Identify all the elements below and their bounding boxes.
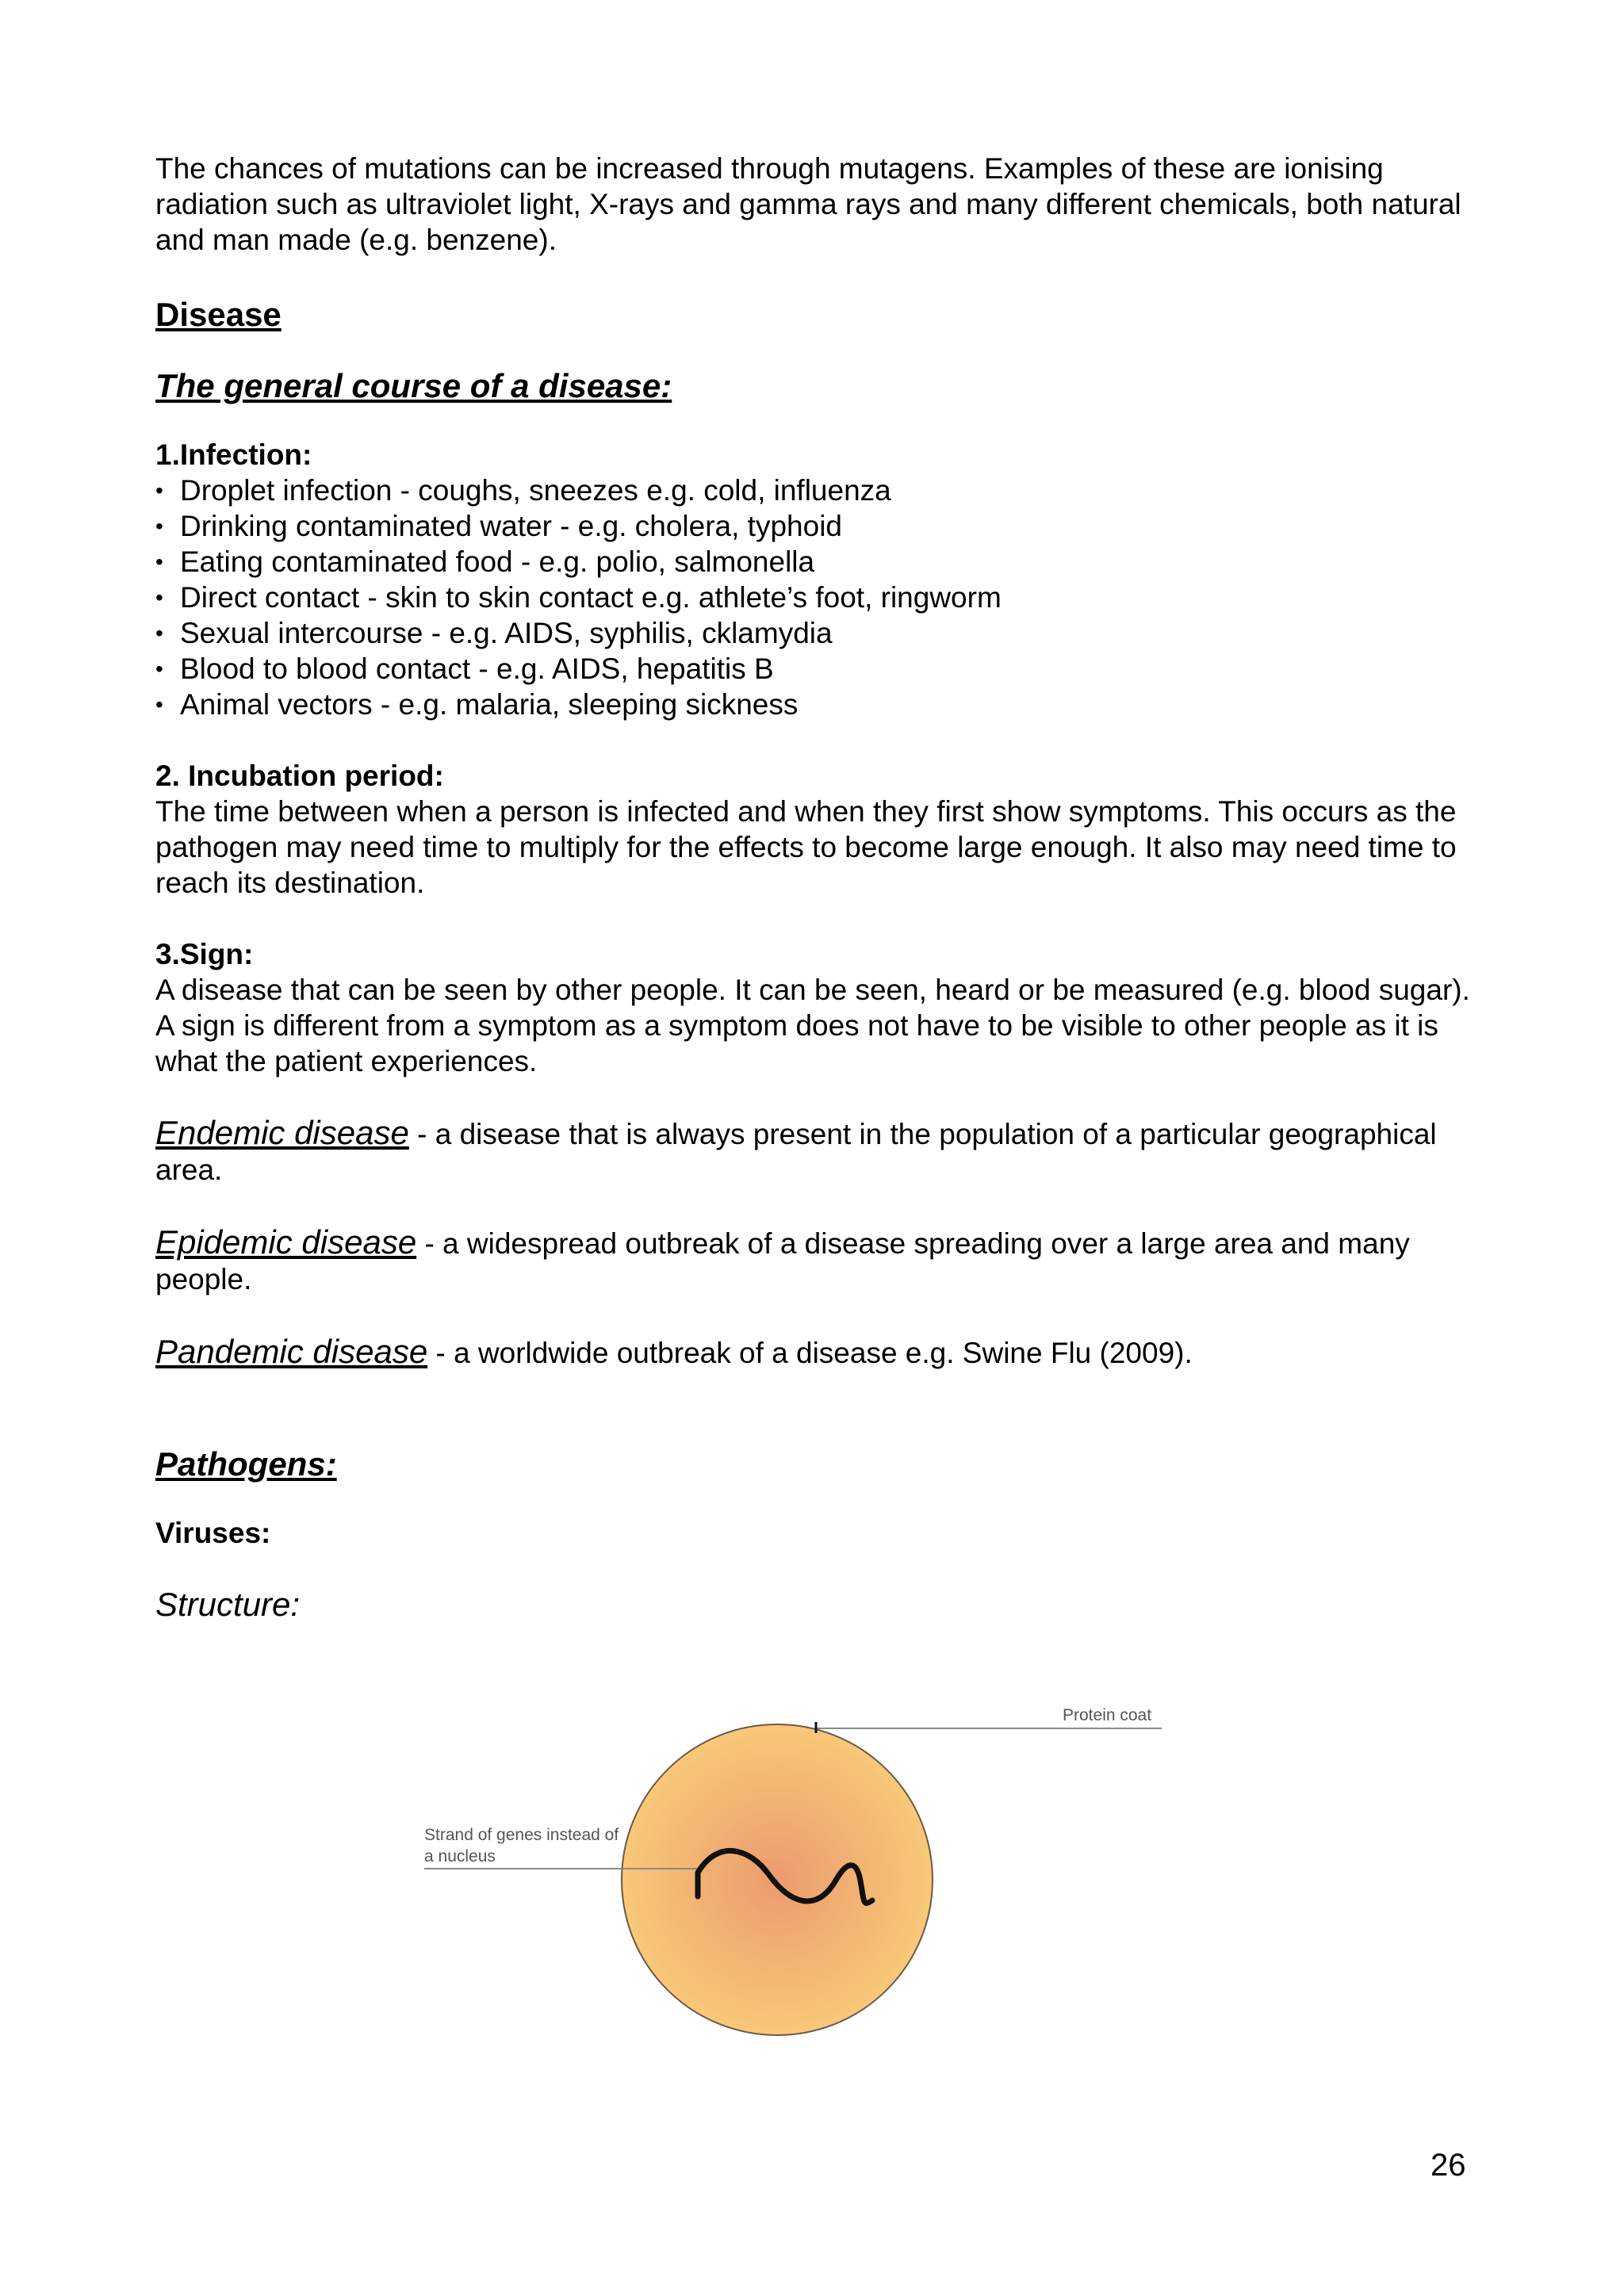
epidemic-definition: [155, 1224, 1488, 1297]
viruses-heading: Viruses:: [155, 1517, 271, 1549]
endemic-definition: [155, 1115, 1488, 1188]
pandemic-term: Pandemic disease: [155, 1333, 428, 1370]
epidemic-term: Epidemic disease: [155, 1223, 417, 1261]
section-title-disease: Disease: [155, 296, 282, 333]
list-item: • Blood to blood contact - e.g. AIDS, hepatitis B: [155, 651, 1488, 687]
list-item: • Eating contaminated food - e.g. polio, salmonella: [155, 544, 1488, 580]
protein-coat-label: Protein coat: [1063, 1706, 1152, 1724]
structure-heading: Structure:: [155, 1586, 301, 1623]
page-number: 26: [1431, 2148, 1466, 2183]
list-item: • Drinking contaminated water - e.g. cholera, typhoid: [155, 508, 1488, 544]
infection-heading: 1.Infection:: [155, 438, 312, 471]
pandemic-definition: [155, 1334, 1488, 1371]
sign-text: A disease that can be seen by other people. It can be seen, heard or be measured (e.g. blood sugar). A sign is different from a symptom as a symptom does not have to be visible to other people as it is what the patient experiences.: [155, 974, 1470, 1077]
course-of-disease-title: The general course of a disease:: [155, 367, 672, 404]
list-item: • Sexual intercourse - e.g. AIDS, syphilis, cklamydia: [155, 615, 1488, 651]
endemic-text: - a disease that is always present in the population of a particular geographical area.: [155, 1118, 1437, 1186]
list-item: • Animal vectors - e.g. malaria, sleeping sickness: [155, 687, 1488, 722]
protein-coat-circle: [622, 1724, 933, 2035]
list-item: • Droplet infection - coughs, sneezes e.g. cold, influenza: [155, 473, 1488, 508]
gene-strand: [698, 1850, 872, 1903]
intro-paragraph: The chances of mutations can be increased through mutagens. Examples of these are ionising radiation such as ultraviolet light, X-rays and gamma rays and many different chemicals, both natural and man made (e.g. benzene).: [155, 152, 1461, 256]
list-item: • Direct contact - skin to skin contact e.g. athlete’s foot, ringworm: [155, 580, 1488, 615]
incubation-heading: 2. Incubation period:: [155, 760, 444, 792]
incubation-text: The time between when a person is infected and when they first show symptoms. This occurs as the pathogen may need time to multiply for the effects to become large enough. It also may need time to reach its destination.: [155, 795, 1457, 899]
infection-block: [155, 437, 1488, 722]
pathogens-title: Pathogens:: [155, 1445, 337, 1483]
endemic-term: Endemic disease: [155, 1114, 409, 1151]
epidemic-text: - a widespread outbreak of a disease spreading over a large area and many people.: [155, 1227, 1410, 1295]
gene-strand-label: Strand of genes instead of a nucleus: [424, 1826, 619, 1866]
infection-list: [155, 473, 1488, 722]
incubation-block: [155, 758, 1488, 901]
page-content: [155, 151, 1488, 1625]
pandemic-text: - a worldwide outbreak of a disease e.g. Swine Flu (2009).: [427, 1337, 1193, 1369]
sign-heading: 3.Sign:: [155, 938, 254, 970]
sign-block: [155, 936, 1488, 1079]
